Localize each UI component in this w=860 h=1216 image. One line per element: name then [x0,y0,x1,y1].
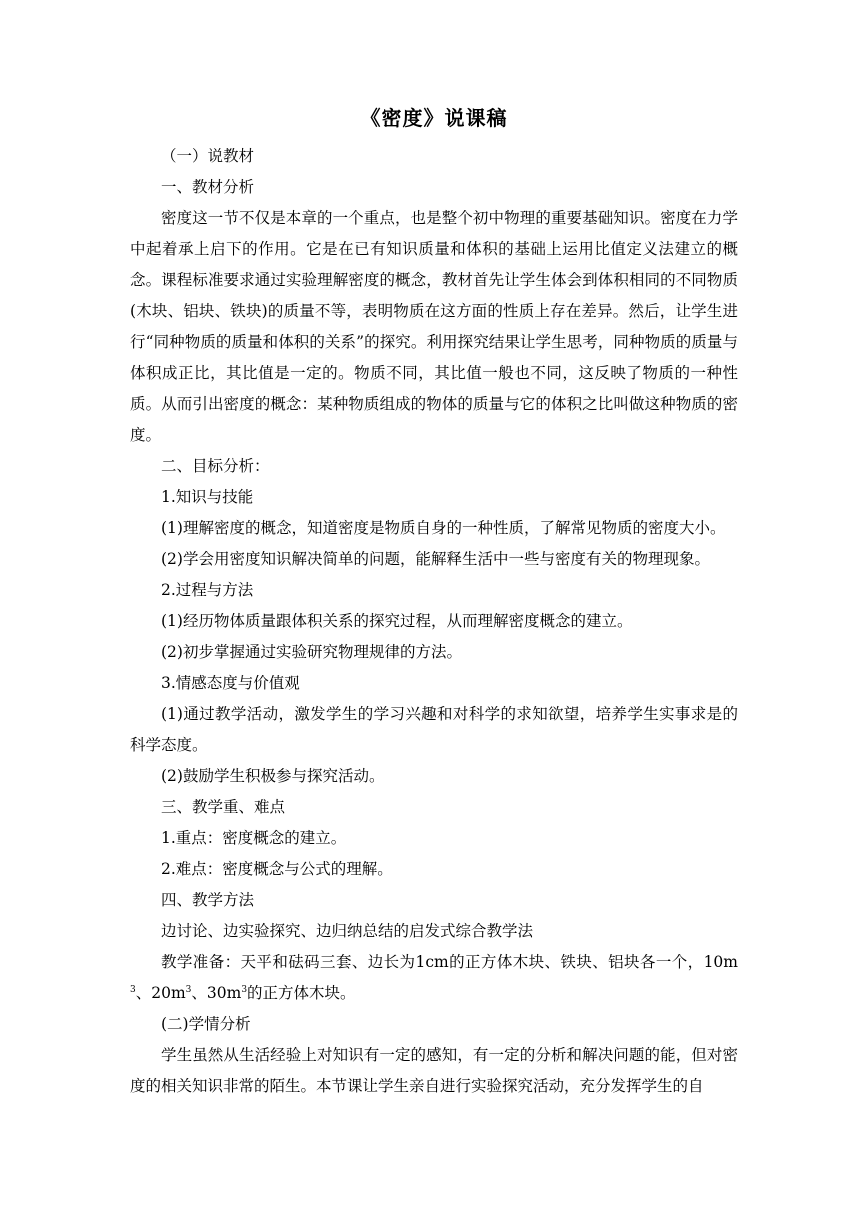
list-item: 1.重点：密度概念的建立。 [161,829,347,847]
preparation-text: 、30m [191,984,242,1002]
preparation-text: 、20m [135,984,186,1002]
subsection-heading: 3.情感态度与价值观 [161,674,300,692]
preparation-text: 的正方体木块。 [247,984,356,1002]
section-heading: （一）说教材 [161,147,255,165]
section-heading: 一、教材分析 [161,178,255,196]
list-item: (1)通过教学活动，激发学生的学习兴趣和对科学的求知欲望，培养学生实事求是的科学态度。 [130,705,738,754]
preparation-paragraph [130,947,738,1009]
preparation-text: 教学准备：天平和砝码三套、边长为1cm的正方体木块、铁块、铝块各一个，10m [161,953,738,971]
document-body [130,141,738,1102]
paragraph: 学生虽然从生活经验上对知识有一定的感知，有一定的分析和解决问题的能，但对密度的相关知识非常的陌生。本节课让学生亲自进行实验探究活动，充分发挥学生的自 [130,1046,738,1095]
subsection-heading: 2.过程与方法 [161,581,254,599]
list-item: 2.难点：密度概念与公式的理解。 [161,860,393,878]
list-item: (2)学会用密度知识解决简单的问题，能解释生活中一些与密度有关的物理现象。 [161,550,710,568]
superscript: 3 [130,984,136,995]
paragraph: 密度这一节不仅是本章的一个重点，也是整个初中物理的重要基础知识。密度在力学中起着承上启下的作用。它是在已有知识质量和体积的基础上运用比值定义法建立的概念。课程标准要求通过实验理解密度的概念，教材首先让学生体会到体积相同的不同物质(木块、铝块、铁块)的质量不等，表明物质在这方面的性质上存在差异。然后，让学生进行“同种物质的质量和体积的关系”的探究。利用探究结果让学生思考，同种物质的质量与体积成正比，其比值是一定的。物质不同，其比值一般也不同，这反映了物质的一种性质。从而引出密度的概念：某种物质组成的物体的质量与它的体积之比叫做这种物质的密度。 [130,209,738,444]
superscript: 3 [185,984,192,995]
superscript: 3 [241,984,248,995]
section-heading: (二)学情分析 [161,1015,251,1033]
list-item: (1)理解密度的概念，知道密度是物质自身的一种性质，了解常见物质的密度大小。 [161,519,726,537]
list-item: (2)鼓励学生积极参与探究活动。 [161,767,385,785]
list-item: (2)初步掌握通过实验研究物理规律的方法。 [161,643,462,661]
subsection-heading: 1.知识与技能 [161,488,254,506]
paragraph: 边讨论、边实验探究、边归纳总结的启发式综合教学法 [161,922,534,940]
document-title: 《密度》说课稿 [360,106,508,130]
section-heading: 三、教学重、难点 [161,798,286,816]
section-heading: 二、目标分析： [161,457,270,475]
section-heading: 四、教学方法 [161,891,255,909]
list-item: (1)经历物体质量跟体积关系的探究过程，从而理解密度概念的建立。 [161,612,633,630]
